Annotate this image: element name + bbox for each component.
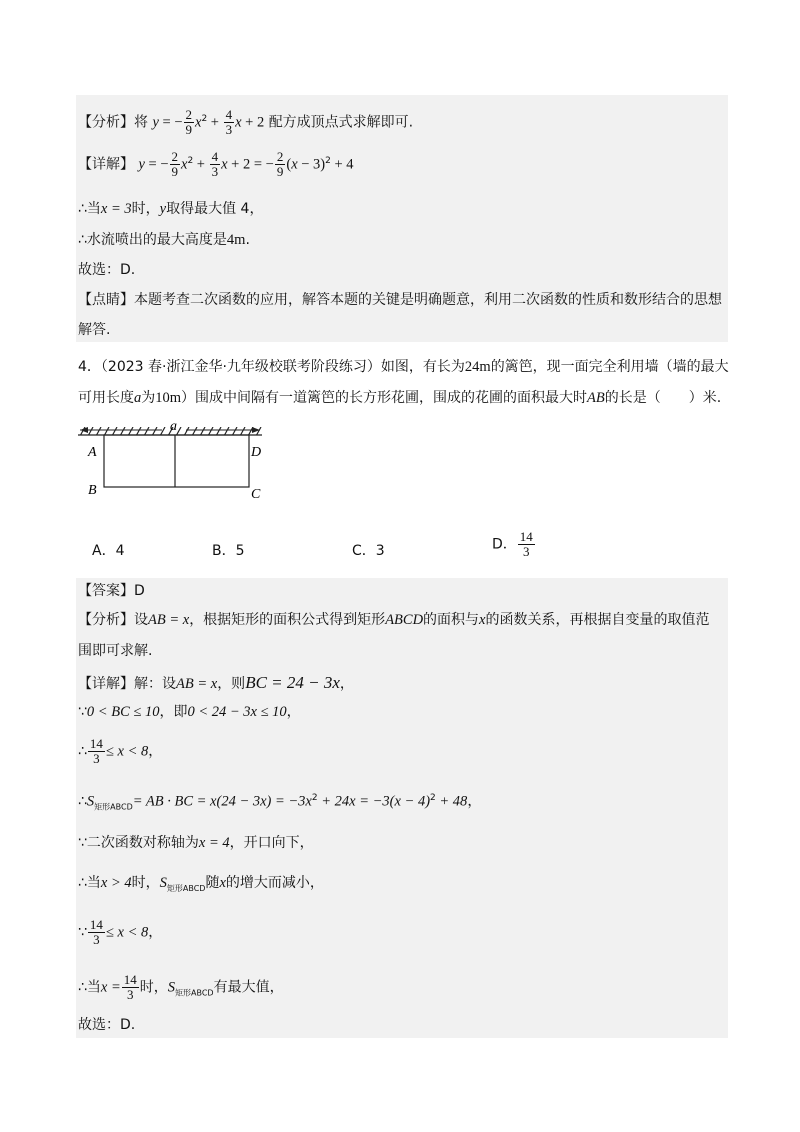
label-A: A [88,445,97,460]
label-a: a [170,419,177,434]
label-B: B [88,483,97,498]
comment-line-2: 解答. [78,322,111,338]
solution-axis-line: ∵二次函数对称轴为x = 4，开口向下， [78,835,314,851]
label-D: D [251,445,262,460]
option-c[interactable]: C．3 [352,543,385,559]
max-value-line: ∴当x = 3时，y取得最大值 4， [78,201,264,217]
max-height-line: ∴水流喷出的最大高度是4m. [78,232,250,248]
garden-rectangle [104,435,249,487]
solution-analysis-line-2: 围即可求解. [78,643,153,659]
solution-area-line: $\therefore S_{矩形ABCD}=$ AB · BC = $x(24 - 3x) = -3x^2 + 24x = -3(x - 4)^2 + 48$， [78,793,482,812]
analysis-line: 【分析】将 y = − $\frac{2}{9}$ $x^2$ + $\frac{4}{3}$ x + 2 配方成顶点式求解即可. [78,107,414,137]
label-C: C [251,487,261,502]
question-text-line-2: 可用长度a为10m）围成中间隔有一道篱笆的长方形花圃，围成的花圃的面积最大时AB的长是（ ）米. [78,390,722,406]
solution-choice-line: 故选：D. [78,1017,136,1033]
choice-line: 故选：D. [78,262,136,278]
answer-line: 【答案】D [78,583,145,599]
solution-range-line: ∴ $\frac{14}{3}$ ≤ x < 8， [78,736,163,766]
solution-max-line: ∴当x = $\frac{14}{3}$ 时，$S_{矩形ABCD}$有最大值， [78,972,284,1002]
solution-detail-line-1: 【详解】解：设AB = x，则BC = 24 − 3x， [78,673,354,692]
question-text-line-1: 4．（2023 春·浙江金华·九年级校联考阶段练习）如图，有长为24m的篱笆，现一面完全利用墙（墙的最大 [78,359,729,375]
option-d[interactable]: D． $\frac{14}{3}$ [492,529,533,559]
solution-decrease-line: ∴当x > 4时，$S_{矩形ABCD}$随x的增大而减小， [78,875,324,893]
option-b[interactable]: B．5 [212,543,245,559]
option-a[interactable]: A．4 [92,543,125,559]
comment-line: 【点睛】本题考查二次函数的应用，解答本题的关键是明确题意，利用二次函数的性质和数形结合的思想 [78,292,722,308]
solution-range-line-2: ∵ $\frac{14}{3}$ ≤ x < 8， [78,917,163,947]
detail-line: 【详解】 y = − $\frac{2}{9}$ $x^2$ + $\frac{4}{3}$ x + 2 = − $\frac{2}{9}$ $(x - 3)^2 + 4$ [78,149,354,179]
garden-figure [70,418,280,508]
solution-analysis-line-1: 【分析】设AB = x，根据矩形的面积公式得到矩形ABCD的面积与x的函数关系，再根据自变量的取值范 [78,612,710,628]
solution-detail-line-2: ∵0 < BC ≤ 10，即0 < 24 − 3x ≤ 10， [78,704,301,720]
